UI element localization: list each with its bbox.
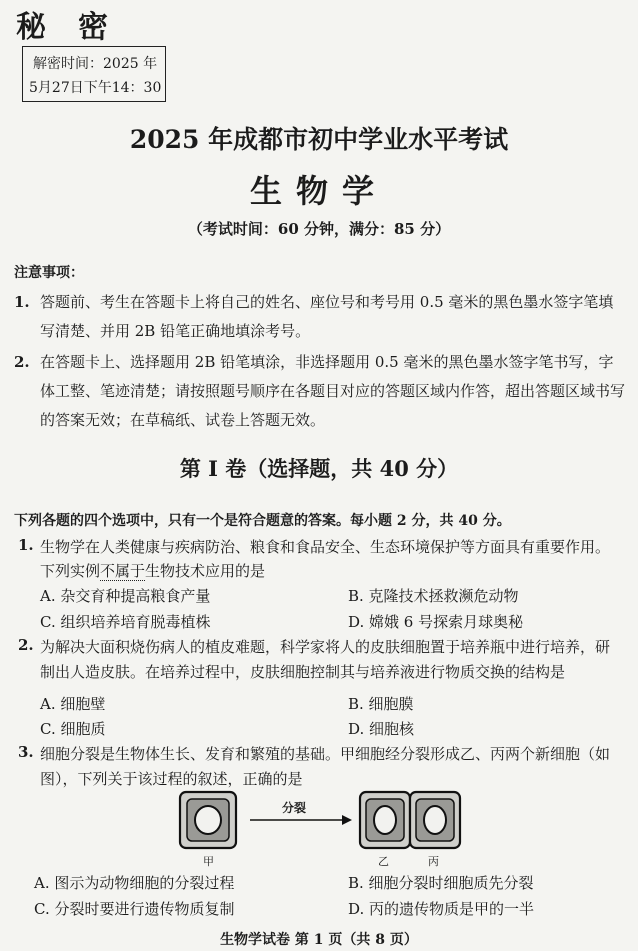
note-item-2 <box>14 348 626 435</box>
cell-a-label: 甲 <box>203 855 214 868</box>
unseal-time-line1: 解密时间：2025 年 <box>33 56 158 72</box>
cell-b-diagram <box>360 792 410 848</box>
notes-heading: 注意事项： <box>14 265 84 281</box>
cell-c-diagram <box>410 792 460 848</box>
q2-option-a: A. 细胞壁 <box>40 695 106 713</box>
unseal-time-box <box>22 46 166 102</box>
q2-option-c: C. 细胞质 <box>40 720 106 738</box>
q3-option-b: B. 细胞分裂时细胞质先分裂 <box>348 874 534 892</box>
question-2-line2: 制出人造皮肤。在培养过程中，皮肤细胞控制其与培养液进行物质交换的结构是 <box>40 663 566 681</box>
question-2-number: 2. <box>18 636 34 654</box>
exam-info: （考试时间：60 分钟，满分：85 分） <box>187 220 451 238</box>
note-item-1 <box>14 288 626 346</box>
exam-subject: 生物学 <box>249 172 388 210</box>
note-number: 2. <box>14 353 30 371</box>
secret-label: 秘密 <box>16 10 140 45</box>
note-text: 答题前、考生在答题卡上将自己的姓名、座位号和考号用 0.5 毫米的黑色墨水签字笔填写清楚、并用 2B 铅笔正确地填涂考号。 <box>40 293 614 340</box>
question-1-line2 <box>40 560 265 581</box>
q1-option-c: C. 组织培养培育脱毒植株 <box>40 613 211 631</box>
question-3-line1: 细胞分裂是生物体生长、发育和繁殖的基础。甲细胞经分裂形成乙、丙两个新细胞（如 <box>40 745 611 763</box>
question-2-line1: 为解决大面积烧伤病人的植皮难题，科学家将人的皮肤细胞置于培养瓶中进行培养，研 <box>40 638 611 656</box>
q3-option-d: D. 丙的遗传物质是甲的一半 <box>348 900 535 918</box>
q1-option-b: B. 克隆技术拯救濒危动物 <box>348 587 519 605</box>
question-1-line1: 生物学在人类健康与疾病防治、粮食和食品安全、生态环境保护等方面具有重要作用。 <box>40 538 611 556</box>
q3-option-a: A. 图示为动物细胞的分裂过程 <box>34 874 235 892</box>
note-text: 在答题卡上、选择题用 2B 铅笔填涂，非选择题用 0.5 毫米的黑色墨水签字笔书写，字体工整、笔迹清楚；请按照题号顺序在各题目对应的答题区域内作答，超出答题区域书写的答案无效；在草稿纸、试卷上答题无效。 <box>40 353 626 429</box>
exam-title: 2025 年成都市初中学业水平考试 <box>129 125 509 154</box>
q2-option-d: D. 细胞核 <box>348 720 415 738</box>
q1-option-a: A. 杂交育种提高粮食产量 <box>40 587 211 605</box>
section-title: 第 Ⅰ 卷（选择题，共 40 分） <box>179 456 459 481</box>
q3-option-c: C. 分裂时要进行遗传物质复制 <box>34 900 235 918</box>
cell-c-label: 丙 <box>428 855 439 868</box>
question-1-pre: 下列实例 <box>40 562 101 580</box>
q1-option-d: D. 嫦娥 6 号探索月球奥秘 <box>348 613 524 631</box>
question-3-line2: 图），下列关于该过程的叙述，正确的是 <box>40 770 303 788</box>
note-number: 1. <box>14 293 30 311</box>
question-1-emphasis: 不属于 <box>100 562 146 580</box>
question-3-number: 3. <box>18 743 34 761</box>
cell-b-label: 乙 <box>378 855 389 868</box>
cell-a-diagram <box>180 792 236 848</box>
q2-option-b: B. 细胞膜 <box>348 695 414 713</box>
arrow-label: 分裂 <box>282 801 307 815</box>
unseal-time-line2: 5月27日下午14：30 <box>29 80 162 96</box>
page-footer: 生物学试卷 第 1 页（共 8 页） <box>220 932 418 948</box>
section-instructions: 下列各题的四个选项中，只有一个是符合题意的答案。每小题 2 分，共 40 分。 <box>14 513 511 529</box>
arrow-head <box>342 815 352 825</box>
question-1-number: 1. <box>18 536 34 554</box>
question-1-post: 生物技术应用的是 <box>145 562 266 580</box>
cell-division-figure <box>170 788 470 872</box>
